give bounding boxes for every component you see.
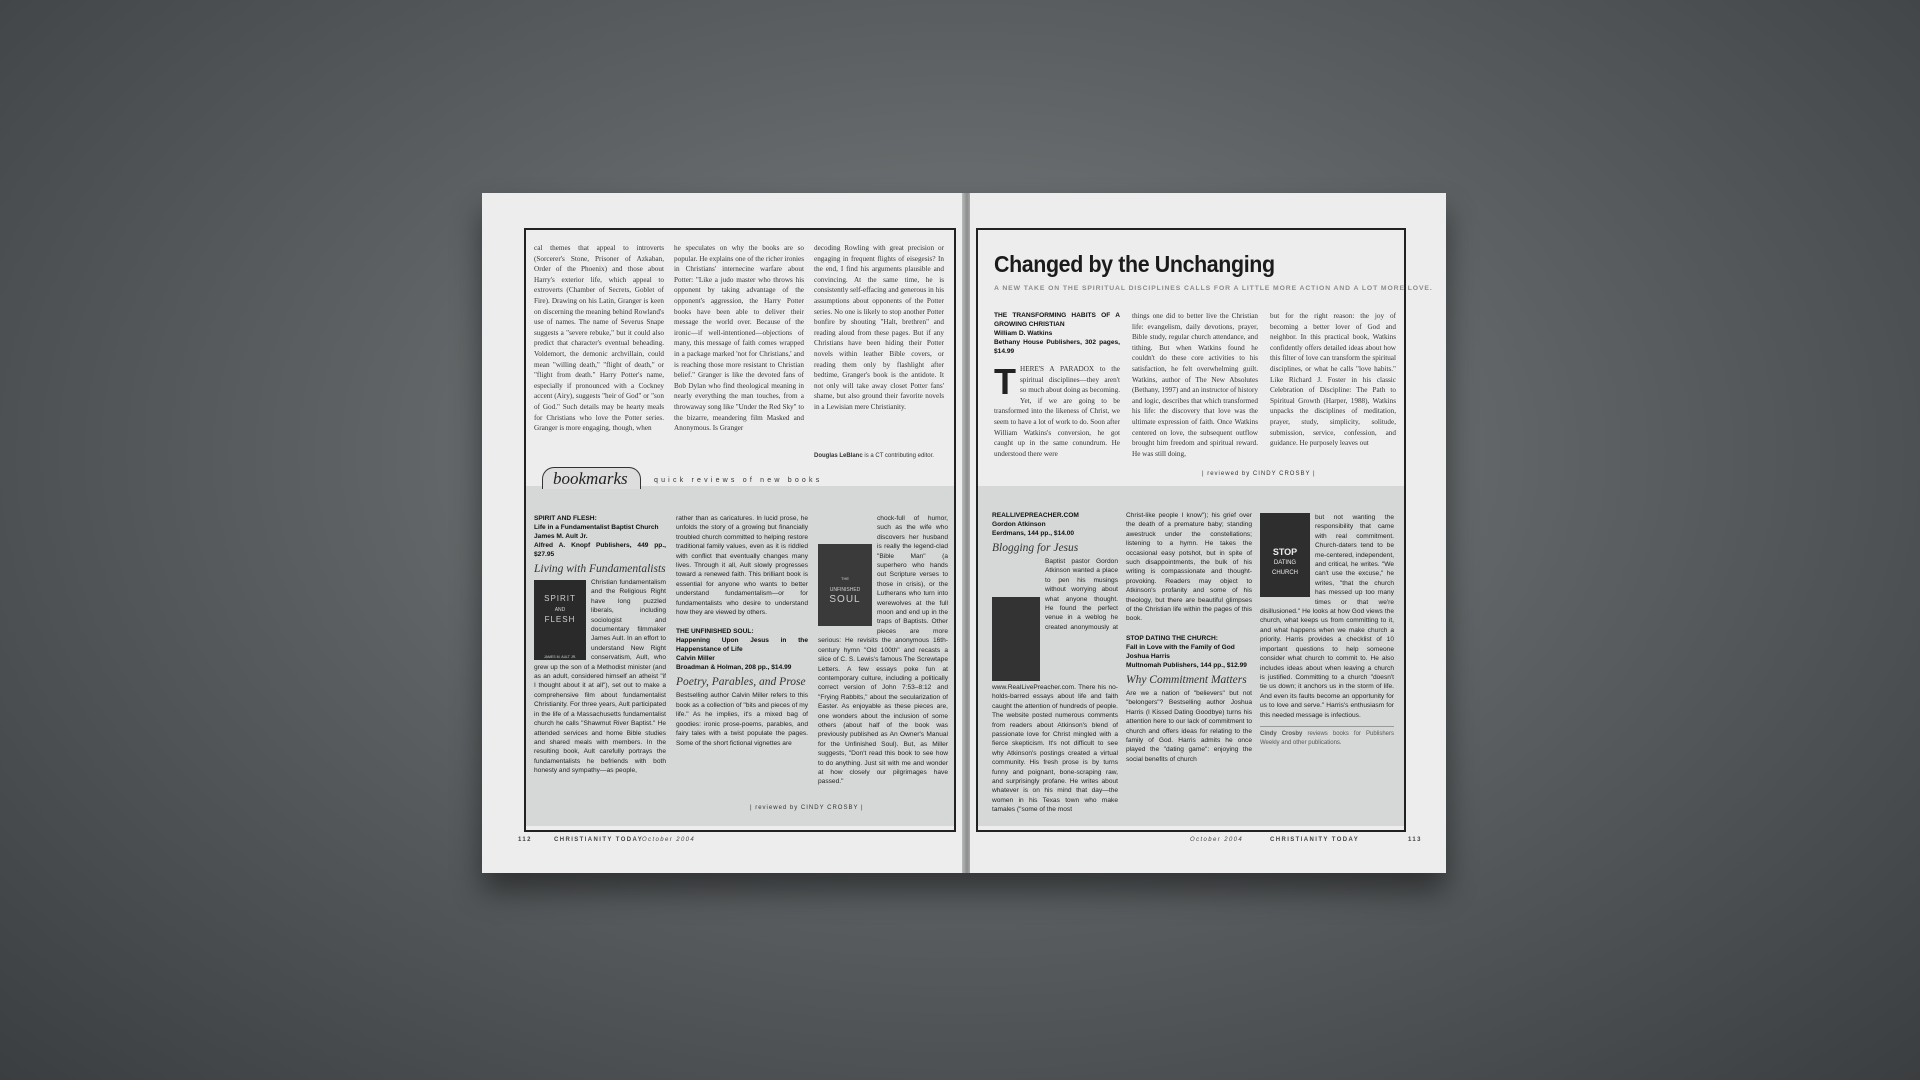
review-body-continued: Christ-like people I know"); his grief over the death of a premature baby; standing awestruck under the constellations; listening to a hymn. He takes the occasional easy potshot, but in spite of such disappointments, the bulk of his writing is compassionate and thought-provoking. Readers may object to Atkinson's profanity and some of his theology, but there are beautiful glimpses of the Christian life within the pages of this book. bbox=[1126, 512, 1252, 623]
left-page bbox=[482, 193, 964, 873]
spirit-and-flesh-cover: SPIRIT AND FLESH JAMES M. AULT JR. bbox=[534, 580, 586, 660]
right-folio-magazine: CHRISTIANITY TODAY bbox=[1270, 837, 1360, 843]
book-author: James M. Ault Jr. bbox=[534, 533, 588, 540]
bookmarks-tab: bookmarks bbox=[542, 467, 641, 489]
left-top-column-2: he speculates on why the books are so popular. He explains one of the richer ironies in Christians' internecine warfare about Potter: "Like a judo master who throws his opponent by taking advantage of the opponent's aggression, the Harry Potter books have been able to deliver their message the world over. Because of the ironic—if well-intentioned—objections of many, this message of faith comes wrapped in a package marked 'not for Christians,' and is reaching those more resistant to Christian belief." Granger is like the devoted fans of Bob Dylan who find theological meaning in nearly everything the man touches, from a throwaway song like "Under the Red Sky" to the bizarre, meandering film Masked and Anonymous. Is Granger bbox=[674, 244, 804, 433]
feature-book-author: William D. Watkins bbox=[994, 330, 1053, 337]
article-column-2: things one did to better live the Christian life: evangelism, daily devotions, prayer, Bible study, regular church attendance, and tithing. But when Watkins found he couldn't do these core activities to his satisfaction, he felt overwhelming guilt. Watkins, author of The New Absolutes (Bethany, 1997) and an instructor of history and logic, describes that which transformed his life: the discovery that love was the ultimate expression of faith. Once Watkins centered on love, the subsequent outflow brought him freedom and spiritual reward. He was still doing, bbox=[1132, 312, 1258, 458]
review-body: Are we a nation of "believers" but not "belongers"? Bestselling author Joshua Harris (I Kissed Dating Goodbye) turns his attention here to our lack of commitment to church and offers ideas for relating to the family of God. Harris admits he once played the "dating game": enjoying the social benefits of church bbox=[1126, 689, 1252, 763]
book-title: SPIRIT AND FLESH: bbox=[534, 515, 597, 522]
drop-cap: T bbox=[994, 361, 1016, 402]
book-title: THE UNFINISHED SOUL: bbox=[676, 628, 754, 636]
review-spirit-and-flesh bbox=[534, 514, 666, 814]
reallivepreacher-cover bbox=[992, 597, 1040, 681]
review-body: Bestselling author Calvin Miller refers to this book as a collection of "bits and pieces of my life." As he implies, it's a mixed bag of goodies: ironic prose-poems, parables, and fairy tales with a twist populate the pages. Some of the short fictional vignettes are bbox=[676, 692, 808, 747]
book-author: Joshua Harris bbox=[1126, 652, 1170, 660]
stop-dating-the-church-cover: STOP DATING CHURCH bbox=[1260, 513, 1310, 597]
review-body: but not wanting the responsibility that came with real commitment. Church-daters tend to be me-centered, independent, and critical, he writes. "We can't use the excuse," he writes, "that the church has messed up too many times or that we're disillusioned." He looks at how God views the church, what keeps us from committing to it, and what happens when we make church a priority. Harris provides a checklist of 10 important questions to help someone consider what church to commit to. He also includes ideas about when leaving a church is justified. Committing to a church "doesn't tie us down; it anchors us in the storm of life. And even its faults become an opportunity for us to love and serve." Harris's enthusiasm for this needed message is infectious. bbox=[1260, 514, 1394, 719]
review-unfinished-soul-continued bbox=[818, 514, 948, 814]
reviewer-note: reviews books for Publishers Weekly and other publications. bbox=[1260, 730, 1394, 746]
left-folio-number: 112 bbox=[518, 837, 532, 843]
article-body-1: HERE'S A PARADOX to the spiritual disciplines—they aren't so much about doing as becoming. Yet, if we are going to be transformed into the likeness of Christ, we seem to have a lot of work to do. Soon after William Watkins's conversion, he got caught up in the same conundrum. He understood there were bbox=[994, 365, 1120, 458]
review-headline: Blogging for Jesus bbox=[992, 542, 1079, 554]
article-column-3: but for the right reason: the joy of becoming a better lover of God and neighbor. In this practical book, Watkins confidently offers detailed ideas about how this filter of love can transform the spiritual disciplines, or what he calls "love habits." Like Richard J. Foster in his classic Celebration of Discipline: The Path to Spiritual Growth (Harper, 1988), Watkins unpacks the disciplines of meditation, prayer, study, simplicity, solitude, submission, service, confession, and guidance. He purposely leaves out bbox=[1270, 312, 1396, 448]
book-title: REALLIVEPREACHER.COM bbox=[992, 512, 1079, 519]
review-body-continued: rather than as caricatures. In lucid prose, he unfolds the story of a growing but financially troubled church committed to helping restore traditional family values, even as it is riddled with conflict that eventually changes many lives. Through it all, Ault slowly progresses toward a renewed faith. This brilliant book is essential for anyone who wants to better understand fundamentalism—or for fundamentalists who desire to understand how they are viewed by others. bbox=[676, 515, 808, 617]
article-headline: Changed by the Unchanging bbox=[994, 251, 1275, 277]
book-publisher: Alfred A. Knopf Publishers, 449 pp., $27.95 bbox=[534, 542, 666, 558]
feature-book-title: THE TRANSFORMING HABITS OF A GROWING CHRISTIAN bbox=[994, 312, 1120, 328]
review-unfinished-soul bbox=[676, 514, 808, 814]
left-reviewed-by: | reviewed by CINDY CROSBY | bbox=[750, 805, 864, 811]
reviewer-credit bbox=[1260, 726, 1394, 748]
book-title: STOP DATING THE CHURCH: bbox=[1126, 634, 1218, 642]
article-column-1 bbox=[994, 311, 1120, 471]
book-subtitle: Fall in Love with the Family of God bbox=[1126, 643, 1235, 651]
left-folio-date: October 2004 bbox=[642, 837, 696, 843]
contributor-name: Douglas LeBlanc bbox=[814, 453, 863, 459]
right-page bbox=[970, 193, 1446, 873]
feature-book-publisher: Bethany House Publishers, 302 pages, $14.99 bbox=[994, 339, 1120, 355]
unfinished-soul-cover: THE UNFINISHED SOUL bbox=[818, 544, 872, 626]
contributor-note: is a CT contributing editor. bbox=[864, 453, 934, 459]
right-reviewed-by: | reviewed by CINDY CROSBY | bbox=[1202, 471, 1316, 477]
review-stop-dating-the-church-continued bbox=[1260, 513, 1394, 813]
review-headline: Poetry, Parables, and Prose bbox=[676, 676, 806, 689]
review-headline: Why Commitment Matters bbox=[1126, 673, 1247, 686]
left-top-column-3: decoding Rowling with great precision or engaging in frequent flights of eisegesis? In the end, I find his arguments plausible and convincing. At the same time, he is consistently self-effacing and generous in his assumptions about opponents of the Potter series. No one is likely to stop another Potter bonfire by shouting "Halt, brethren" and reading aloud from these pages. But if any Christians have been hiding their Potter novels within leather Bible covers, or reading them only by flashlight after bedtime, Granger's book is the antidote. It not only will take away closet Potter fans' shame, but also ground their favorite novels in a Lewisian mere Christianity. bbox=[814, 244, 944, 411]
article-dek: A NEW TAKE ON THE SPIRITUAL DISCIPLINES CALLS FOR A LITTLE MORE ACTION AND A LOT MORE LOVE. bbox=[994, 285, 1433, 292]
book-author: Gordon Atkinson bbox=[992, 521, 1046, 528]
magazine-spread bbox=[482, 193, 1446, 873]
left-folio-magazine: CHRISTIANITY TODAY bbox=[554, 837, 644, 843]
book-publisher: Eerdmans, 144 pp., $14.00 bbox=[992, 530, 1075, 537]
contributor-credit bbox=[814, 451, 946, 463]
right-folio-date: October 2004 bbox=[1190, 837, 1244, 843]
review-body: Baptist pastor Gordon Atkinson wanted a place to pen his musings without worrying about what anyone thought. He found the perfect venue in a weblog he created anonymously at www.RealLivePreacher.com. There his no-holds-barred essays about life and faith caught the attention of hundreds of people. The website posted numerous comments from readers about Atkinson's blend of passionate love for Christ mingled with a fierce skepticism. It's not difficult to see why Atkinson's postings created a virtual community. His fresh prose is by turns funny and poignant, bone-scraping raw, and surprisingly profane. He writes about whatever is on his mind that day—the women in his Texas town who make tamales ("some of the most bbox=[992, 558, 1118, 814]
review-reallivepreacher bbox=[992, 511, 1118, 817]
left-top-column-1: cal themes that appeal to introverts (Sorcerer's Stone, Prisoner of Azkaban, Order of the Phoenix) and those about Harry's exterior life, which appeal to extroverts (Chamber of Secrets, Goblet of Fire). Drawing on his Latin, Granger is keen on discerning the meaning behind Rowland's use of names. The name of Severus Snape suggests a "severe rebuke," but it could also predict that character's eventual beheading. Voldemort, the demonic archvillain, could mean "willing death," "flight of death," or "flight from death." Harry Potter's name, especially if pronounced with a Cockney accent (Airy), suggests "heir of God" or "son of God." Such details may be hearty meals for Christians who love the Potter series. Granger is more engaging, though, when bbox=[534, 244, 664, 433]
review-body: Christian fundamentalism and the Religious Right have long puzzled liberals, including sociologist and documentary filmmaker James Ault. In an effort to understand New Right conservatism, Ault, who grew up the son of a Methodist minister (and as an adult, considered himself an atheist "if I thought about it at all"), set out to make a comprehensive film about fundamentalist Christianity. For three years, Ault participated in the life of a Massachusetts fundamentalist church he calls "Shawmut River Baptist." He attended services and home Bible studies and shared meals with members. In the resulting book, Ault carefully portrays the fundamentalists he befriends with both honesty and sympathy—as people, bbox=[534, 579, 666, 775]
bookmarks-tagline: quick reviews of new books bbox=[654, 477, 823, 484]
book-author: Calvin Miller bbox=[676, 655, 715, 663]
reviewer-name: Cindy Crosby bbox=[1260, 730, 1303, 737]
book-subtitle: Life in a Fundamentalist Baptist Church bbox=[534, 524, 659, 531]
book-publisher: Broadman & Holman, 208 pp., $14.99 bbox=[676, 664, 792, 672]
review-stop-dating-the-church bbox=[1126, 511, 1252, 817]
right-folio-number: 113 bbox=[1408, 837, 1422, 843]
review-body: chock-full of humor, such as the wife who discovers her husband is really the legend-clad "Bible Man" (a superhero who hands out Scripture verses to those in crisis), or the Lutherans who turn into werewolves at the full moon and end up in the traps of Baptists. Other pieces are more serious: He revisits the anonymous 16th-century hymn "Old 100th" and recasts a slice of C. S. Lewis's famous The Screwtape Letters. A few essays poke fun at contemporary culture, including a politically correct version of John 7:53–8:12 and "Frying Rabbits," about the secularization of Easter. As enjoyable as these pieces are, one wonders about the inclusion of some others (about half of the book was previously published as An Owner's Manual for the Unfinished Soul). But, as Miller suggests, "Don't read this book to see how to do anything. Just sit with me and wonder at how closely our pilgrimages have passed." bbox=[818, 515, 948, 786]
book-subtitle: Happening Upon Jesus in the Happenstance of Life bbox=[676, 637, 808, 654]
review-headline: Living with Fundamentalists bbox=[534, 563, 666, 575]
book-publisher: Multnomah Publishers, 144 pp., $12.99 bbox=[1126, 661, 1247, 669]
